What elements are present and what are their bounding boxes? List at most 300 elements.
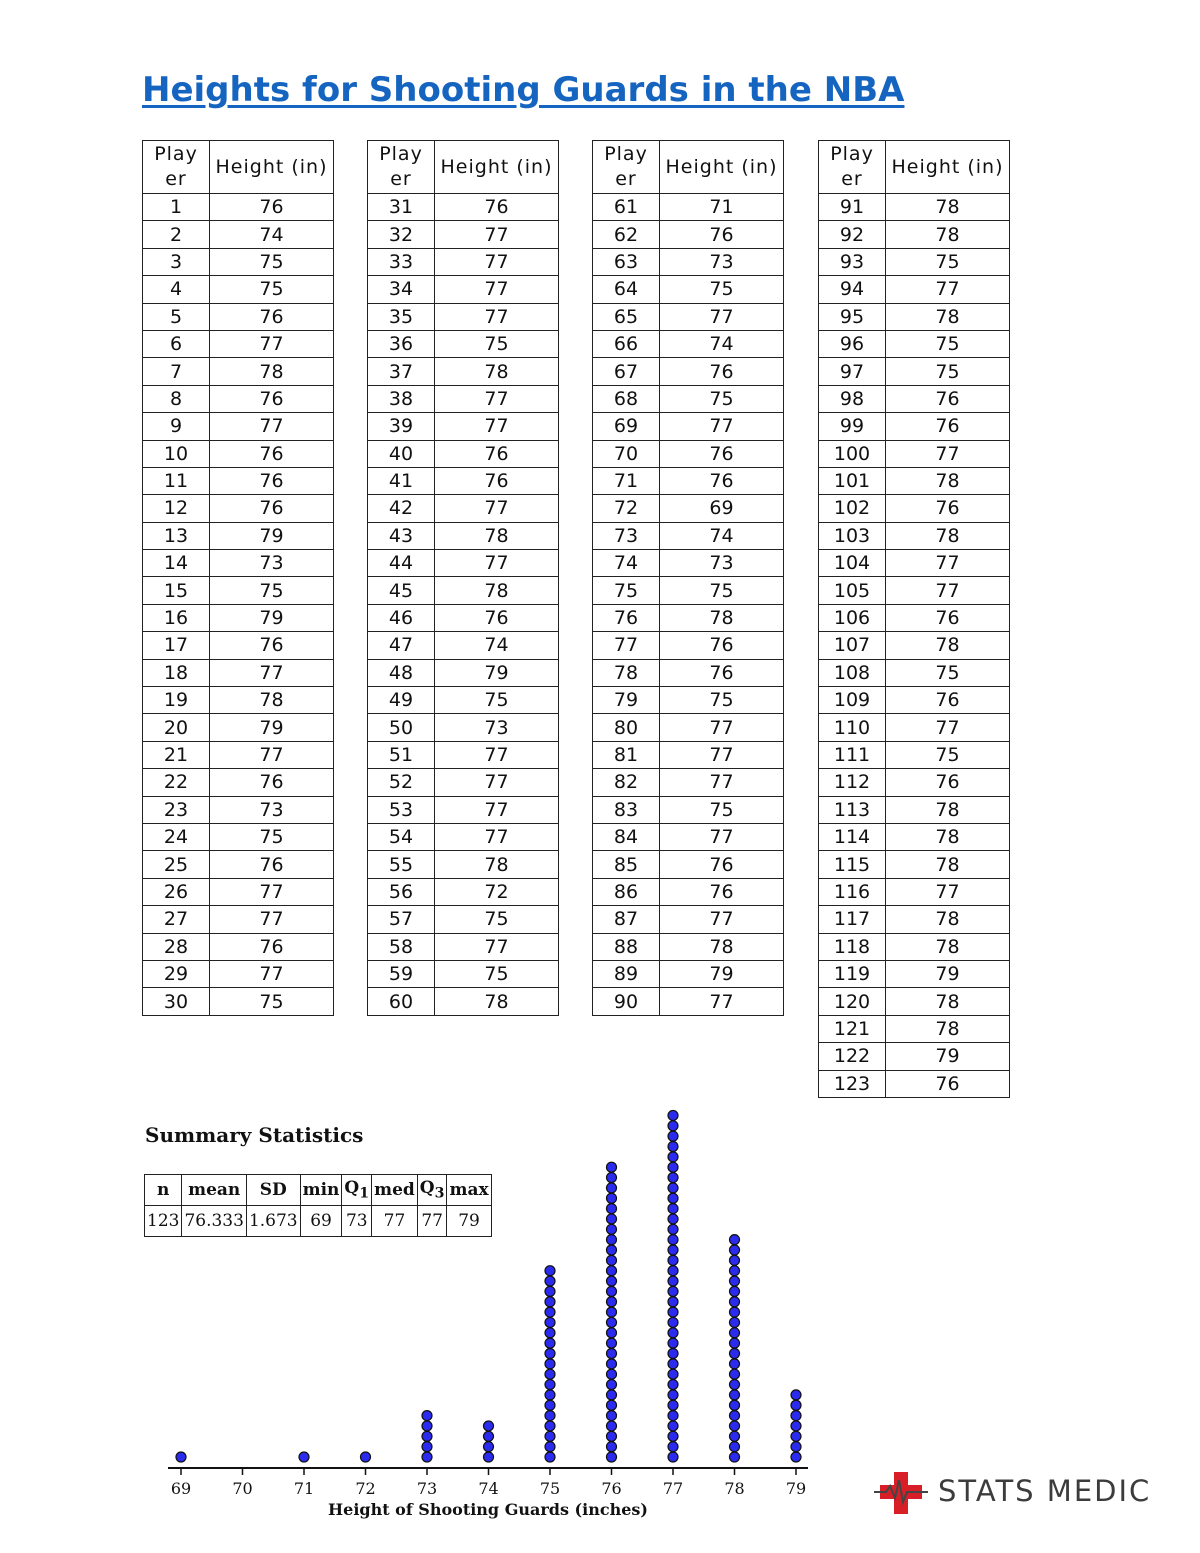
heights-table (592, 140, 784, 1016)
table-row (368, 522, 559, 549)
height-cell: 75 (886, 358, 1010, 385)
dot-point (545, 1390, 555, 1400)
table-row (143, 248, 334, 275)
dot-point (791, 1400, 801, 1410)
player-number-cell: 14 (143, 550, 210, 577)
table-row (368, 769, 559, 796)
stats-medic-logo (872, 1468, 1172, 1518)
height-cell: 78 (435, 358, 559, 385)
table-row (143, 878, 334, 905)
player-number-cell: 87 (593, 906, 660, 933)
player-number-cell: 98 (819, 385, 886, 412)
dot-point (791, 1431, 801, 1441)
dot-point (484, 1431, 494, 1441)
player-column-header: Play er (368, 141, 435, 194)
player-number-cell: 6 (143, 330, 210, 357)
dot-point (607, 1297, 617, 1307)
table-row (143, 522, 334, 549)
table-row (593, 823, 784, 850)
dot-point (668, 1214, 678, 1224)
player-number-cell: 122 (819, 1043, 886, 1070)
dot-point (730, 1452, 740, 1462)
height-cell: 77 (660, 988, 784, 1015)
player-number-cell: 116 (819, 878, 886, 905)
dot-point (607, 1183, 617, 1193)
height-cell: 77 (435, 248, 559, 275)
height-cell: 75 (210, 823, 334, 850)
height-cell: 75 (886, 330, 1010, 357)
dot-point (299, 1452, 309, 1462)
table-row (819, 577, 1010, 604)
table-row (368, 577, 559, 604)
height-cell: 78 (886, 221, 1010, 248)
height-cell: 76 (210, 632, 334, 659)
player-number-cell: 58 (368, 933, 435, 960)
dot-point (730, 1328, 740, 1338)
dot-point (730, 1359, 740, 1369)
player-number-cell: 10 (143, 440, 210, 467)
player-number-cell: 101 (819, 467, 886, 494)
dot-point (545, 1369, 555, 1379)
table-row (593, 687, 784, 714)
height-cell: 75 (660, 577, 784, 604)
height-cell: 76 (660, 221, 784, 248)
dot-point (545, 1380, 555, 1390)
table-row (593, 303, 784, 330)
player-number-cell: 15 (143, 577, 210, 604)
player-number-cell: 97 (819, 358, 886, 385)
table-row (143, 851, 334, 878)
heights-table (142, 140, 334, 1016)
height-cell: 77 (210, 413, 334, 440)
dot-point (668, 1142, 678, 1152)
x-tick-label: 71 (293, 1479, 315, 1498)
x-tick-label: 79 (785, 1479, 807, 1498)
dot-point (668, 1338, 678, 1348)
player-number-cell: 76 (593, 604, 660, 631)
dot-point (607, 1421, 617, 1431)
player-number-cell: 59 (368, 960, 435, 987)
player-number-cell: 67 (593, 358, 660, 385)
dot-point (484, 1421, 494, 1431)
height-cell: 76 (660, 467, 784, 494)
table-row (368, 303, 559, 330)
dot-point (607, 1224, 617, 1234)
table-row (819, 330, 1010, 357)
player-number-cell: 62 (593, 221, 660, 248)
height-cell: 78 (886, 933, 1010, 960)
dot-point (545, 1359, 555, 1369)
height-cell: 78 (435, 851, 559, 878)
height-cell: 75 (660, 796, 784, 823)
table-row (143, 687, 334, 714)
height-cell: 75 (435, 330, 559, 357)
dot-point (730, 1421, 740, 1431)
dot-point (607, 1193, 617, 1203)
table-row (143, 358, 334, 385)
dot-point (730, 1245, 740, 1255)
dot-point (668, 1359, 678, 1369)
player-number-cell: 85 (593, 851, 660, 878)
player-number-cell: 33 (368, 248, 435, 275)
table-row (593, 330, 784, 357)
dot-point (607, 1328, 617, 1338)
height-cell: 78 (435, 577, 559, 604)
dot-point (730, 1390, 740, 1400)
dot-point (176, 1452, 186, 1462)
height-cell: 76 (660, 440, 784, 467)
height-cell: 78 (886, 632, 1010, 659)
dot-point (668, 1204, 678, 1214)
player-number-cell: 9 (143, 413, 210, 440)
player-number-cell: 64 (593, 276, 660, 303)
height-cell: 76 (210, 851, 334, 878)
height-cell: 78 (886, 303, 1010, 330)
x-tick-label: 70 (232, 1479, 253, 1498)
table-row (593, 495, 784, 522)
dot-point (730, 1307, 740, 1317)
x-axis-label: Height of Shooting Guards (inches) (328, 1500, 648, 1519)
table-row (819, 741, 1010, 768)
player-number-cell: 72 (593, 495, 660, 522)
dot-point (791, 1390, 801, 1400)
dot-point (607, 1431, 617, 1441)
height-cell: 75 (660, 276, 784, 303)
dot-point (607, 1400, 617, 1410)
dot-point (668, 1183, 678, 1193)
height-cell: 77 (435, 741, 559, 768)
table-row (593, 440, 784, 467)
player-number-cell: 96 (819, 330, 886, 357)
dot-point (668, 1235, 678, 1245)
dot-point (607, 1245, 617, 1255)
player-number-cell: 80 (593, 714, 660, 741)
table-row (143, 604, 334, 631)
height-cell: 78 (660, 604, 784, 631)
player-number-cell: 47 (368, 632, 435, 659)
dot-point (668, 1452, 678, 1462)
player-number-cell: 30 (143, 988, 210, 1015)
player-number-cell: 35 (368, 303, 435, 330)
height-cell: 69 (660, 495, 784, 522)
height-cell: 77 (435, 823, 559, 850)
height-cell: 76 (210, 385, 334, 412)
height-cell: 75 (886, 741, 1010, 768)
height-cell: 77 (886, 577, 1010, 604)
player-number-cell: 32 (368, 221, 435, 248)
player-column-header: Play er (819, 141, 886, 194)
dot-point (607, 1359, 617, 1369)
table-row (819, 1043, 1010, 1070)
player-number-cell: 113 (819, 796, 886, 823)
table-row (368, 604, 559, 631)
height-cell: 72 (435, 878, 559, 905)
dot-point (730, 1369, 740, 1379)
dot-point (730, 1317, 740, 1327)
height-cell: 77 (210, 741, 334, 768)
dot-point (730, 1380, 740, 1390)
table-row (819, 467, 1010, 494)
height-cell: 79 (886, 1043, 1010, 1070)
table-row (819, 687, 1010, 714)
player-number-cell: 114 (819, 823, 886, 850)
dot-point (484, 1442, 494, 1452)
table-row (143, 330, 334, 357)
dot-point (607, 1286, 617, 1296)
dot-point (607, 1338, 617, 1348)
height-cell: 74 (210, 221, 334, 248)
player-number-cell: 92 (819, 221, 886, 248)
player-number-cell: 108 (819, 659, 886, 686)
height-cell: 76 (435, 440, 559, 467)
height-cell: 77 (435, 769, 559, 796)
player-number-cell: 38 (368, 385, 435, 412)
dot-point (607, 1442, 617, 1452)
table-row (143, 741, 334, 768)
dot-point (791, 1442, 801, 1452)
dot-point (668, 1173, 678, 1183)
x-tick-label: 76 (601, 1479, 622, 1498)
dot-point (607, 1349, 617, 1359)
player-number-cell: 71 (593, 467, 660, 494)
player-number-cell: 104 (819, 550, 886, 577)
table-row (819, 522, 1010, 549)
dot-point (607, 1204, 617, 1214)
height-cell: 77 (886, 440, 1010, 467)
dot-point (545, 1286, 555, 1296)
player-number-cell: 11 (143, 467, 210, 494)
player-number-cell: 106 (819, 604, 886, 631)
player-number-cell: 83 (593, 796, 660, 823)
dot-point (791, 1452, 801, 1462)
height-cell: 77 (435, 796, 559, 823)
dot-point (545, 1421, 555, 1431)
height-cell: 77 (660, 741, 784, 768)
table-row (593, 878, 784, 905)
height-cell: 76 (886, 495, 1010, 522)
logo-text: STATS MEDIC (938, 1474, 1152, 1508)
table-row (819, 878, 1010, 905)
height-cell: 77 (660, 714, 784, 741)
table-row (368, 851, 559, 878)
player-number-cell: 75 (593, 577, 660, 604)
height-cell: 78 (886, 906, 1010, 933)
table-row (143, 194, 334, 221)
player-number-cell: 37 (368, 358, 435, 385)
dot-point (730, 1286, 740, 1296)
x-tick-label: 73 (416, 1479, 438, 1498)
table-row (593, 248, 784, 275)
stat-header-q3: $Q_3$ (417, 1175, 447, 1206)
player-number-cell: 118 (819, 933, 886, 960)
table-row (143, 276, 334, 303)
height-cell: 76 (886, 604, 1010, 631)
dot-point (668, 1317, 678, 1327)
height-cell: 76 (886, 769, 1010, 796)
x-tick-label: 77 (662, 1479, 684, 1498)
height-column-header: Height (in) (435, 141, 559, 194)
table-row (368, 276, 559, 303)
x-tick-label: 69 (170, 1479, 192, 1498)
dot-point (730, 1400, 740, 1410)
table-row (143, 467, 334, 494)
dot-point (668, 1349, 678, 1359)
height-cell: 79 (210, 714, 334, 741)
height-cell: 77 (886, 878, 1010, 905)
player-number-cell: 43 (368, 522, 435, 549)
player-number-cell: 44 (368, 550, 435, 577)
table-row (368, 413, 559, 440)
player-number-cell: 65 (593, 303, 660, 330)
table-row (819, 440, 1010, 467)
player-number-cell: 111 (819, 741, 886, 768)
table-row (368, 933, 559, 960)
player-column-header: Play er (593, 141, 660, 194)
table-row (593, 577, 784, 604)
stat-header-min: min (300, 1175, 342, 1206)
player-number-cell: 22 (143, 769, 210, 796)
table-row (143, 221, 334, 248)
table-row (368, 194, 559, 221)
dot-point (668, 1380, 678, 1390)
height-cell: 76 (886, 385, 1010, 412)
player-number-cell: 94 (819, 276, 886, 303)
stat-value: 69 (300, 1206, 342, 1237)
player-number-cell: 109 (819, 687, 886, 714)
height-cell: 74 (660, 522, 784, 549)
height-cell: 77 (660, 906, 784, 933)
height-cell: 74 (435, 632, 559, 659)
player-number-cell: 25 (143, 851, 210, 878)
medical-cross-icon (872, 1468, 932, 1518)
table-row (819, 851, 1010, 878)
table-row (593, 796, 784, 823)
table-row (819, 303, 1010, 330)
player-number-cell: 69 (593, 413, 660, 440)
dot-point (668, 1421, 678, 1431)
dot-point (668, 1245, 678, 1255)
player-number-cell: 119 (819, 960, 886, 987)
dot-point (668, 1152, 678, 1162)
height-cell: 75 (886, 248, 1010, 275)
player-number-cell: 110 (819, 714, 886, 741)
height-cell: 78 (210, 687, 334, 714)
dot-point (607, 1380, 617, 1390)
player-number-cell: 16 (143, 604, 210, 631)
table-row (819, 248, 1010, 275)
player-number-cell: 20 (143, 714, 210, 741)
table-row (368, 823, 559, 850)
stat-header-med: med (372, 1175, 418, 1206)
height-cell: 76 (886, 1070, 1010, 1097)
height-cell: 77 (886, 550, 1010, 577)
player-number-cell: 82 (593, 769, 660, 796)
table-row (593, 659, 784, 686)
stat-header-max: max (447, 1175, 491, 1206)
table-row (819, 714, 1010, 741)
player-number-cell: 52 (368, 769, 435, 796)
table-row (593, 467, 784, 494)
table-row (819, 988, 1010, 1015)
height-cell: 79 (210, 522, 334, 549)
player-number-cell: 3 (143, 248, 210, 275)
dot-point (791, 1421, 801, 1431)
table-row (143, 988, 334, 1015)
dot-point (607, 1173, 617, 1183)
table-row (143, 303, 334, 330)
height-cell: 75 (660, 385, 784, 412)
height-cell: 76 (660, 851, 784, 878)
player-number-cell: 1 (143, 194, 210, 221)
table-row (593, 933, 784, 960)
dot-point (668, 1297, 678, 1307)
player-number-cell: 56 (368, 878, 435, 905)
height-cell: 75 (210, 276, 334, 303)
height-cell: 76 (435, 467, 559, 494)
stat-header-q1: $Q_1$ (342, 1175, 372, 1206)
player-number-cell: 120 (819, 988, 886, 1015)
player-number-cell: 45 (368, 577, 435, 604)
table-row (819, 276, 1010, 303)
table-row (368, 248, 559, 275)
dot-point (730, 1266, 740, 1276)
table-row (819, 1070, 1010, 1097)
height-cell: 76 (660, 358, 784, 385)
player-number-cell: 39 (368, 413, 435, 440)
height-cell: 77 (435, 303, 559, 330)
table-row (819, 413, 1010, 440)
dot-point (545, 1307, 555, 1317)
height-cell: 75 (210, 248, 334, 275)
dot-point (422, 1421, 432, 1431)
player-number-cell: 24 (143, 823, 210, 850)
table-row (819, 358, 1010, 385)
table-row (819, 604, 1010, 631)
dot-point (668, 1328, 678, 1338)
table-row (593, 906, 784, 933)
table-row (819, 659, 1010, 686)
player-column-header: Play er (143, 141, 210, 194)
height-cell: 79 (435, 659, 559, 686)
height-cell: 79 (210, 604, 334, 631)
player-number-cell: 115 (819, 851, 886, 878)
player-number-cell: 70 (593, 440, 660, 467)
dot-point (607, 1214, 617, 1224)
table-row (368, 878, 559, 905)
dot-point (607, 1255, 617, 1265)
player-number-cell: 95 (819, 303, 886, 330)
player-number-cell: 121 (819, 1015, 886, 1042)
height-cell: 77 (435, 413, 559, 440)
table-row (143, 933, 334, 960)
player-number-cell: 23 (143, 796, 210, 823)
height-cell: 76 (660, 878, 784, 905)
dot-point (668, 1411, 678, 1421)
height-cell: 75 (886, 659, 1010, 686)
player-number-cell: 57 (368, 906, 435, 933)
table-row (593, 413, 784, 440)
dot-point (730, 1442, 740, 1452)
height-cell: 74 (660, 330, 784, 357)
player-number-cell: 90 (593, 988, 660, 1015)
dot-point (545, 1266, 555, 1276)
table-row (368, 906, 559, 933)
height-cell: 76 (210, 769, 334, 796)
table-row (593, 276, 784, 303)
player-number-cell: 42 (368, 495, 435, 522)
player-number-cell: 107 (819, 632, 886, 659)
player-number-cell: 60 (368, 988, 435, 1015)
